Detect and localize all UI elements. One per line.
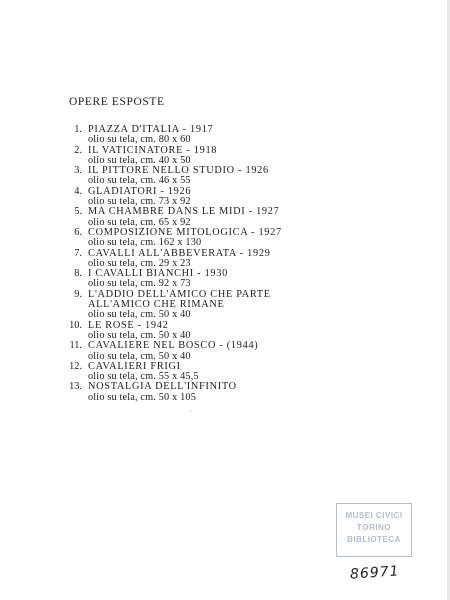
work-number: 9.: [74, 288, 82, 300]
work-number: 2.: [74, 144, 82, 156]
works-list: [58, 125, 328, 403]
work-medium: olio su tela, cm. 50 x 40: [88, 309, 191, 321]
work-title: CAVALIERE NEL BOSCO - (1944): [88, 340, 259, 352]
work-medium: olio su tela, cm. 46 x 55: [88, 175, 191, 187]
work-item-2: [58, 146, 328, 167]
work-title: LE ROSE - 1942: [88, 319, 169, 331]
library-stamp: [336, 503, 412, 557]
stamp-line: TORINO: [357, 523, 391, 532]
work-title: I CAVALLI BIANCHI - 1930: [88, 268, 228, 280]
work-medium: olio su tela, cm. 80 x 60: [88, 134, 191, 146]
work-number: 10.: [69, 319, 82, 331]
inventory-number: 86971: [349, 563, 401, 583]
stamp-line: BIBLIOTECA: [347, 535, 401, 544]
work-title: NOSTALGIA DELL'INFINITO: [88, 381, 237, 393]
work-number: 1.: [74, 124, 82, 135]
work-number: 4.: [74, 185, 82, 197]
stamp-line: MUSEI CIVICI: [345, 511, 403, 520]
work-medium: olio su tela, cm. 65 x 92: [88, 216, 191, 228]
work-title: COMPOSIZIONE MITOLOGICA - 1927: [88, 226, 282, 238]
work-number: 3.: [74, 165, 82, 177]
work-title: MA CHAMBRE DANS LE MIDI - 1927: [88, 206, 280, 218]
work-title-line2: ALL'AMICO CHE RIMANE: [88, 299, 225, 311]
work-item-12: [58, 362, 328, 383]
work-title: IL VATICINATORE - 1918: [88, 144, 218, 156]
work-medium: olio su tela, cm. 162 x 130: [88, 237, 202, 249]
work-item-4: [58, 187, 328, 208]
list-heading: OPERE ESPOSTE: [69, 96, 165, 108]
work-number: 11.: [69, 340, 82, 352]
work-item-5: [58, 207, 328, 228]
work-medium: olio su tela, cm. 40 x 50: [88, 154, 191, 166]
work-medium: olio su tela, cm. 73 x 92: [88, 196, 191, 208]
work-title: GLADIATORI - 1926: [88, 185, 192, 197]
work-medium: olio su tela, cm. 50 x 105: [88, 391, 196, 403]
work-item-10: [58, 321, 328, 342]
work-title: L'ADDIO DELL'AMICO CHE PARTE: [88, 288, 271, 300]
work-title: CAVALIERI FRIGI: [88, 360, 181, 372]
work-medium: olio su tela, cm. 92 x 73: [88, 278, 191, 290]
work-item-13: [58, 382, 328, 403]
work-item-3: [58, 166, 328, 187]
work-number: 7.: [74, 247, 82, 259]
work-medium: olio su tela, cm. 50 x 40: [88, 329, 191, 341]
work-item-1: [58, 125, 328, 146]
work-number: 13.: [69, 381, 82, 393]
work-item-7: [58, 249, 328, 270]
work-number: 8.: [74, 268, 82, 280]
work-medium: olio su tela, cm. 55 x 45,5: [88, 371, 199, 383]
work-number: 12.: [69, 360, 82, 372]
work-number: 5.: [74, 206, 82, 218]
work-medium: olio su tela, cm. 50 x 40: [88, 350, 191, 362]
work-title: PIAZZA D'ITALIA - 1917: [88, 124, 214, 135]
work-medium: olio su tela, cm. 29 x 23: [88, 257, 191, 269]
pencil-mark: ,: [66, 318, 69, 327]
work-number: 6.: [74, 226, 82, 238]
work-item-8: [58, 269, 328, 290]
work-item-11: [58, 341, 328, 362]
work-item-9: [58, 290, 328, 321]
pencil-mark: ᶦ: [190, 408, 193, 417]
work-item-6: [58, 228, 328, 249]
work-title: CAVALLI ALL'ABBEVERATA - 1929: [88, 247, 271, 259]
work-title: IL PITTORE NELLO STUDIO - 1926: [88, 165, 269, 177]
